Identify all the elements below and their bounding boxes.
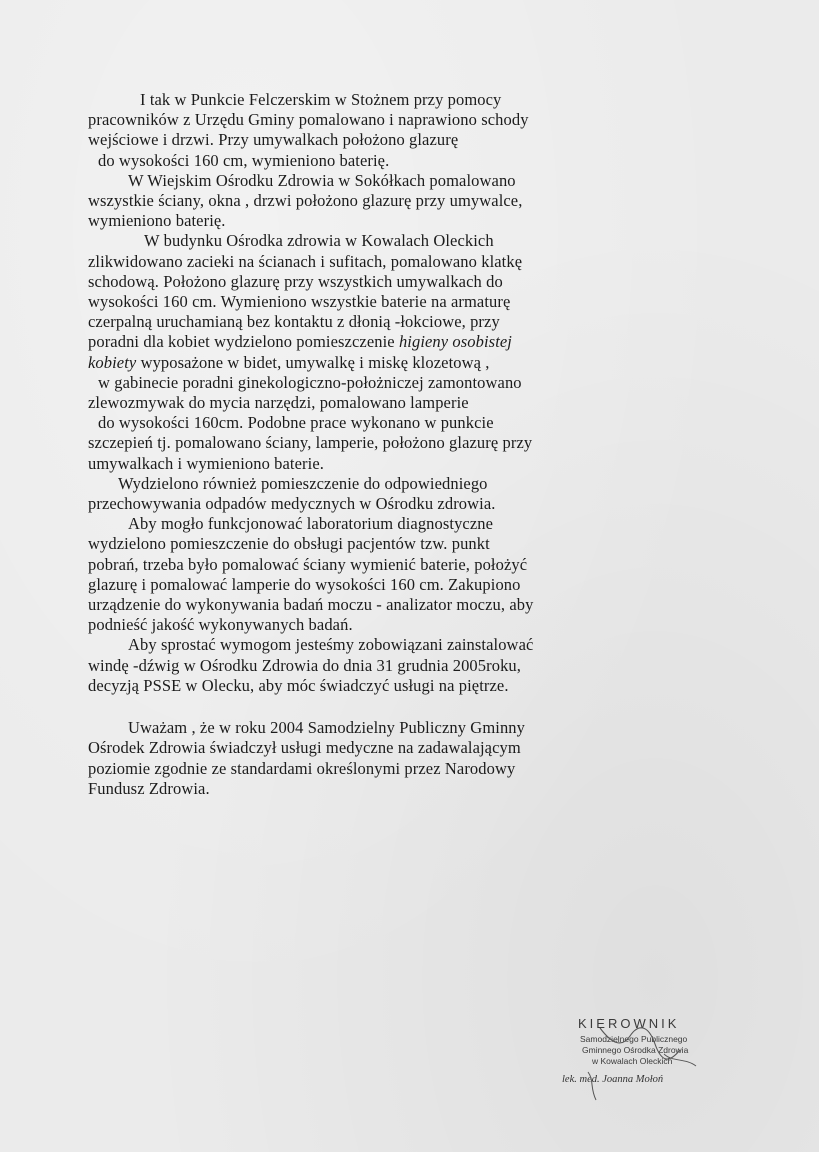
text-line: W budynku Ośrodka zdrowia w Kowalach Oleckich [144,231,494,251]
stamp-line: w Kowalach Oleckich [592,1056,673,1066]
text-line: Aby sprostać wymogom jesteśmy zobowiązani zainstalować [128,635,534,655]
text-line: W Wiejskim Ośrodku Zdrowia w Sokółkach pomalowano [128,170,516,190]
text-line: wydzielono pomieszczenie do obsługi pacjentów tzw. punkt [88,534,490,554]
text-line: do wysokości 160cm. Podobne prace wykonano w punkcie [98,413,494,433]
stamp-line: Gminnego Ośrodka Zdrowia [582,1045,689,1055]
text-line [88,332,738,352]
italic-segment: higieny osobistej [398,332,512,352]
document-body [88,90,738,799]
text-line: wejściowe i drzwi. Przy umywalkach położono glazurę [88,130,459,150]
text-line: Aby mogło funkcjonować laboratorium diagnostyczne [128,514,494,534]
text-line: windę -dźwig w Ośrodku Zdrowia do dnia 31 grudnia 2005roku, [88,655,521,675]
text-line: pracowników z Urzędu Gminy pomalowano i naprawiono schody [88,110,529,130]
text-line: Uważam , że w roku 2004 Samodzielny Publiczny Gminny [128,718,525,738]
italic-segment: kobiety [88,352,137,372]
text-line: w gabinecie poradni ginekologiczno-położniczej zamontowano [98,372,522,392]
text-line: glazurę i pomalować lamperie do wysokości 160 cm. Zakupiono [88,574,521,594]
text-line: wymieniono baterię. [88,211,226,231]
stamp-title: KIEROWNIK [578,1016,680,1031]
text-line: urządzenie do wykonywania badań moczu - analizator moczu, aby [88,595,534,615]
text-line: decyzją PSSE w Olecku, aby móc świadczyć usługi na piętrze. [88,675,509,695]
text-line: podnieść jakość wykonywanych badań. [88,615,353,635]
text-line: I tak w Punkcie Felczerskim w Stożnem przy pomocy [140,90,502,109]
text-line: wszystkie ściany, okna , drzwi położono glazurę przy umywalce, [88,191,523,211]
text-line: zlewozmywak do mycia narzędzi, pomalowano lamperie [88,393,469,413]
text-line: przechowywania odpadów medycznych w Ośrodku zdrowia. [88,494,496,514]
text-line: pobrań, trzeba było pomalować ściany wymienić baterie, położyć [88,554,528,574]
text-line: Ośrodek Zdrowia świadczył usługi medyczne na zadawalającym [88,738,521,758]
text-line [88,353,738,373]
text-line: do wysokości 160 cm, wymieniono baterię. [98,150,390,170]
text-line: Fundusz Zdrowia. [88,778,210,798]
text-line: czerpalną uruchamianą bez kontaktu z dłonią -łokciowe, przy [88,312,500,332]
text-line: umywalkach i wymieniono baterie. [88,453,324,473]
text-line: schodową. Położono glazurę przy wszystkich umywalkach do [88,271,503,291]
signature-stamp [560,1014,730,1104]
text-line: szczepień tj. pomalowano ściany, lamperie, położono glazurę przy [88,433,533,453]
text-line: wysokości 160 cm. Wymieniono wszystkie baterie na armaturę [88,292,511,312]
text-line: zlikwidowano zacieki na ścianach i sufitach, pomalowano klatkę [88,251,523,271]
text-segment: poradni dla kobiet wydzielono pomieszczenie [88,332,399,352]
stamp-line: Samodzielnego Publicznego [580,1034,688,1044]
paragraph-gap [88,696,738,718]
signatory-name: lek. med. Joanna Mołoń [562,1074,664,1085]
text-segment: wyposażone w bidet, umywalkę i miskę klozetową , [136,352,490,372]
handwritten-signature-icon [560,1014,730,1104]
text-line: Wydzielono również pomieszczenie do odpowiedniego [118,473,488,493]
text-line: poziomie zgodnie ze standardami określonymi przez Narodowy [88,758,516,778]
